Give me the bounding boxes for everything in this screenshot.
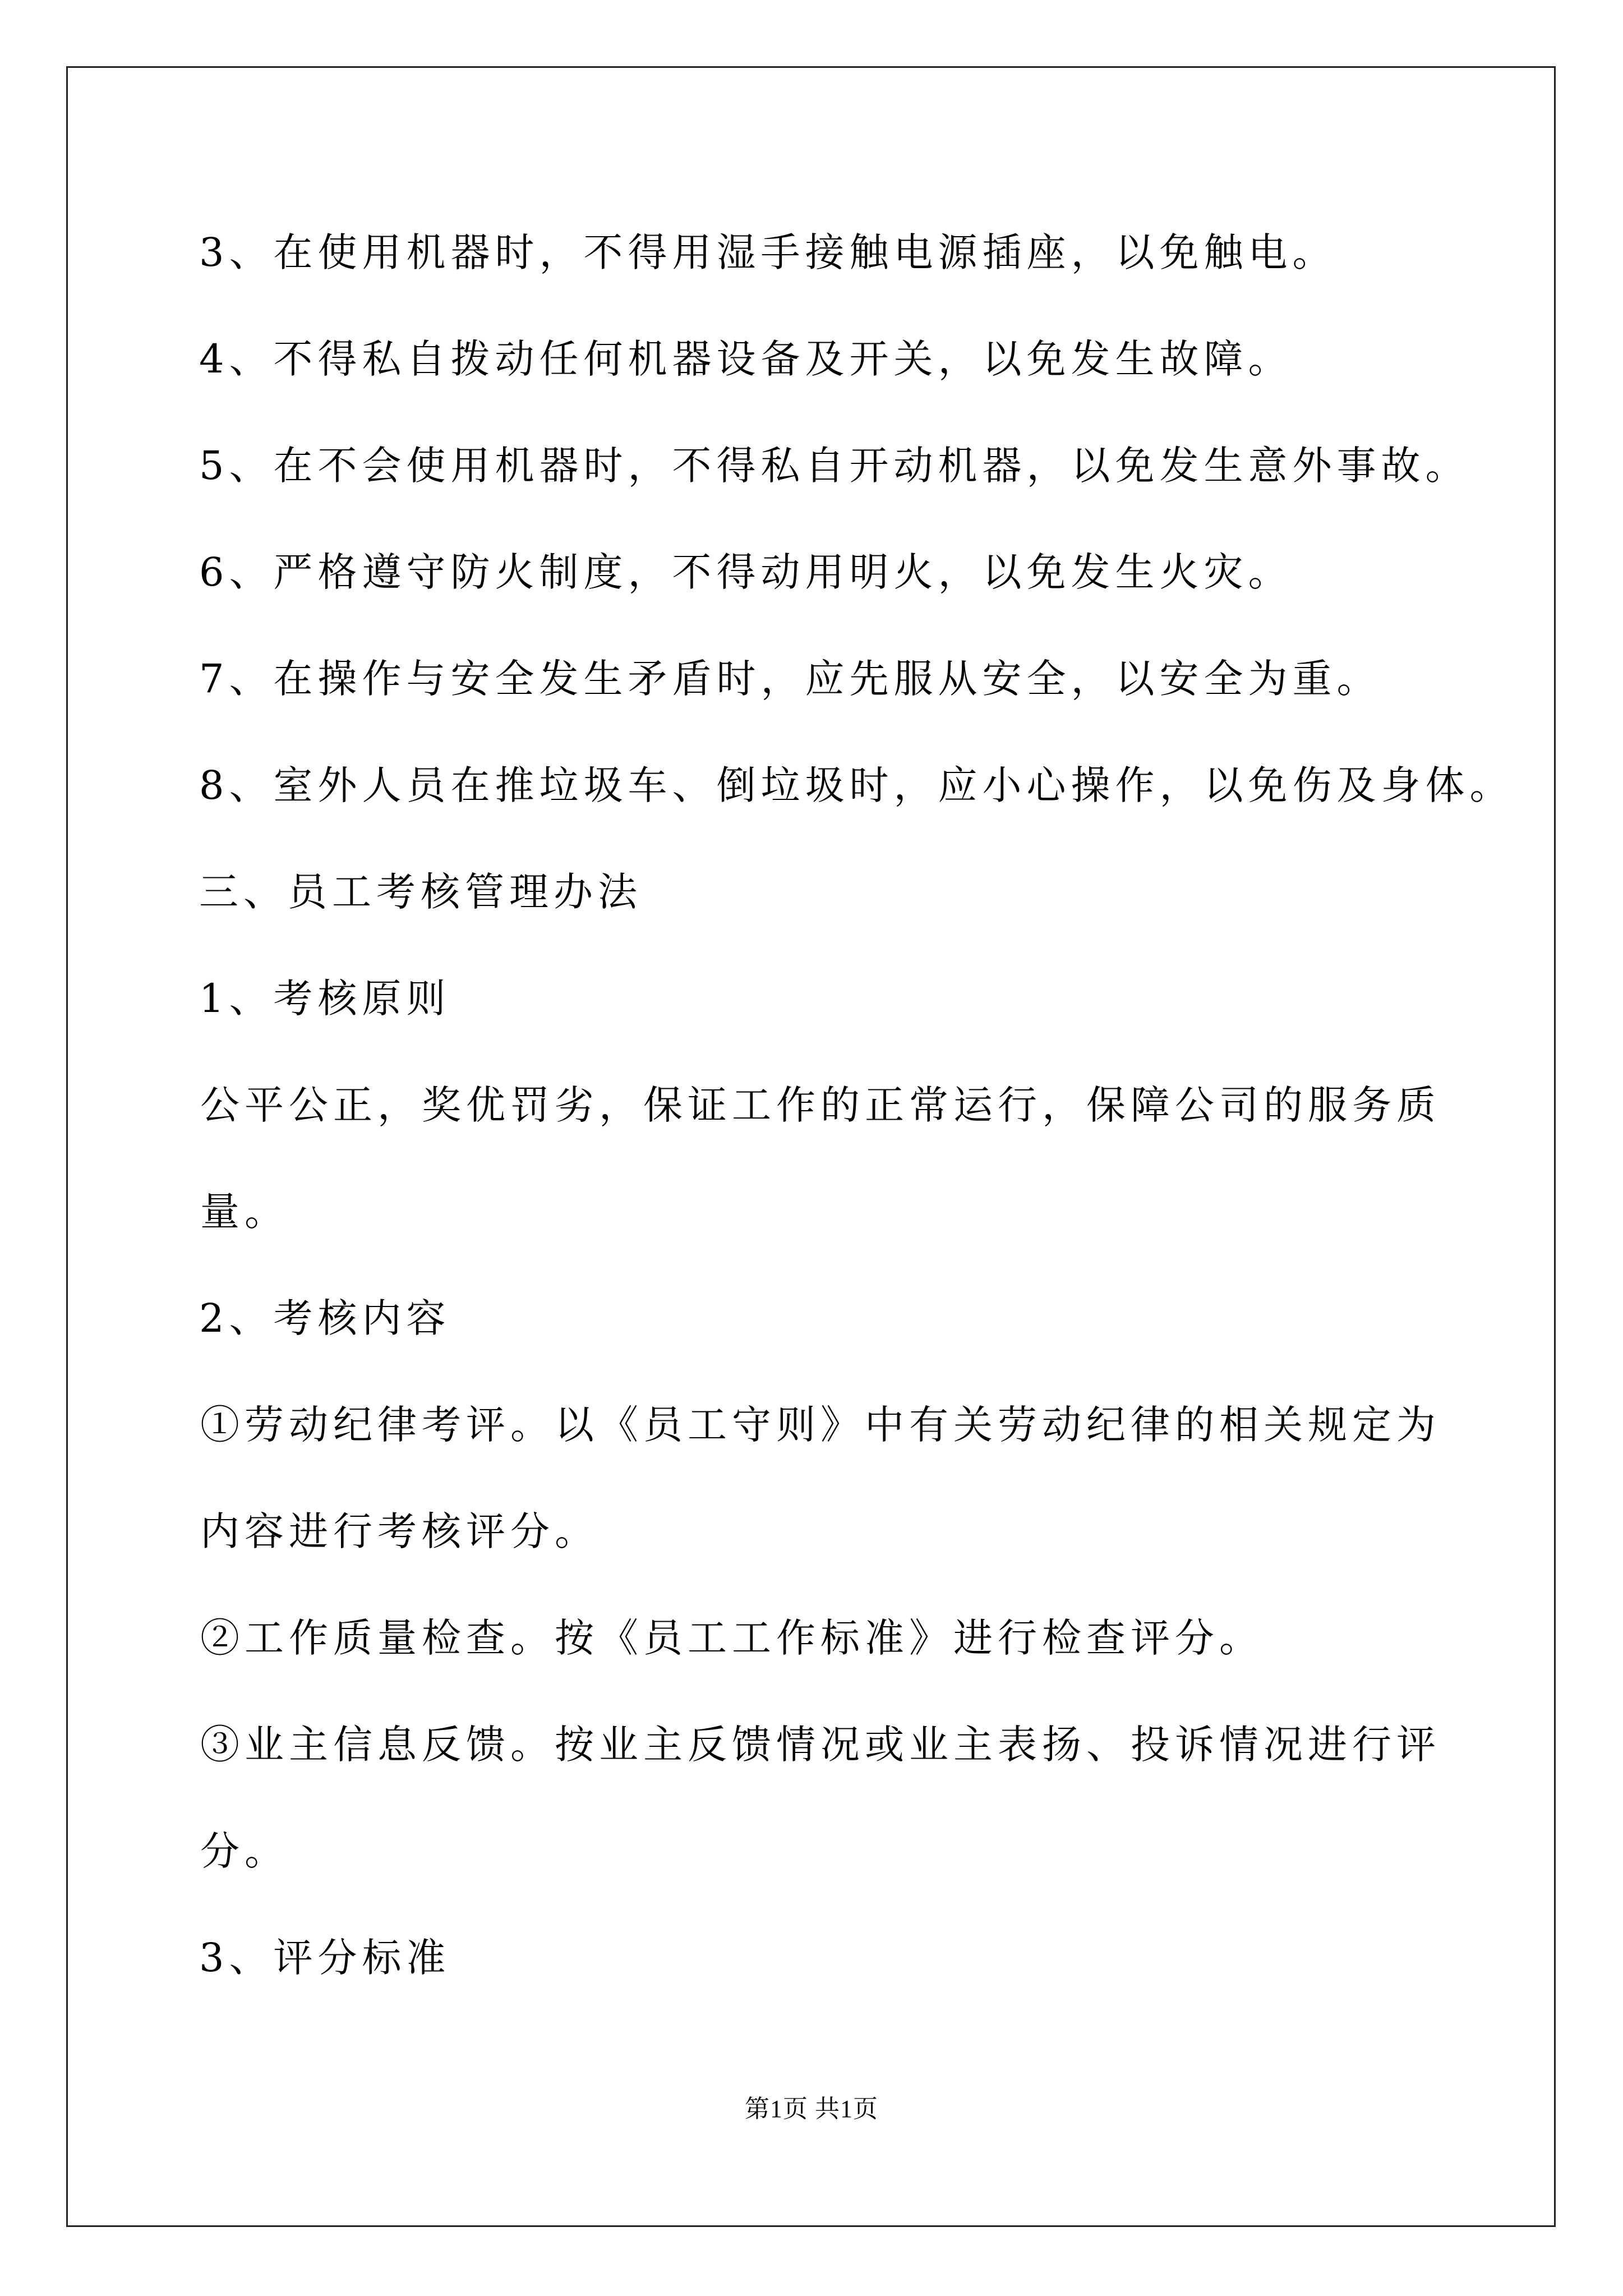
paragraph-discipline: ①劳动纪律考评。以《员工守则》中有关劳动纪律的相关规定为 [200, 1402, 1441, 1448]
paragraph-quality: ②工作质量检查。按《员工工作标准》进行检查评分。 [200, 1615, 1264, 1661]
page-border [66, 66, 1556, 2227]
paragraph-feedback-continued: 分。 [200, 1828, 289, 1874]
paragraph-item-6: 6、严格遵守防火制度，不得动用明火，以免发生火灾。 [199, 549, 1293, 595]
section-heading-3: 三、员工考核管理办法 [199, 869, 642, 915]
subheading-content: 2、考核内容 [199, 1295, 451, 1341]
page-footer: 第1页 共1页 [745, 2095, 878, 2123]
paragraph-feedback: ③业主信息反馈。按业主反馈情况或业主表扬、投诉情况进行评 [200, 1722, 1441, 1768]
subheading-scoring: 3、评分标准 [199, 1935, 451, 1981]
paragraph-item-5: 5、在不会使用机器时，不得私自开动机器，以免发生意外事故。 [199, 443, 1470, 489]
paragraph-discipline-continued: 内容进行考核评分。 [200, 1508, 599, 1554]
paragraph-principle: 公平公正，奖优罚劣，保证工作的正常运行，保障公司的服务质 [200, 1082, 1441, 1128]
paragraph-item-3: 3、在使用机器时，不得用湿手接触电源插座，以免触电。 [199, 229, 1337, 275]
paragraph-item-7: 7、在操作与安全发生矛盾时，应先服从安全，以安全为重。 [199, 656, 1381, 702]
paragraph-item-8: 8、室外人员在推垃圾车、倒垃圾时，应小心操作，以免伤及身体。 [199, 762, 1514, 808]
paragraph-item-4: 4、不得私自拨动任何机器设备及开关，以免发生故障。 [199, 336, 1293, 382]
paragraph-principle-continued: 量。 [200, 1189, 289, 1235]
subheading-principle: 1、考核原则 [199, 976, 451, 1022]
